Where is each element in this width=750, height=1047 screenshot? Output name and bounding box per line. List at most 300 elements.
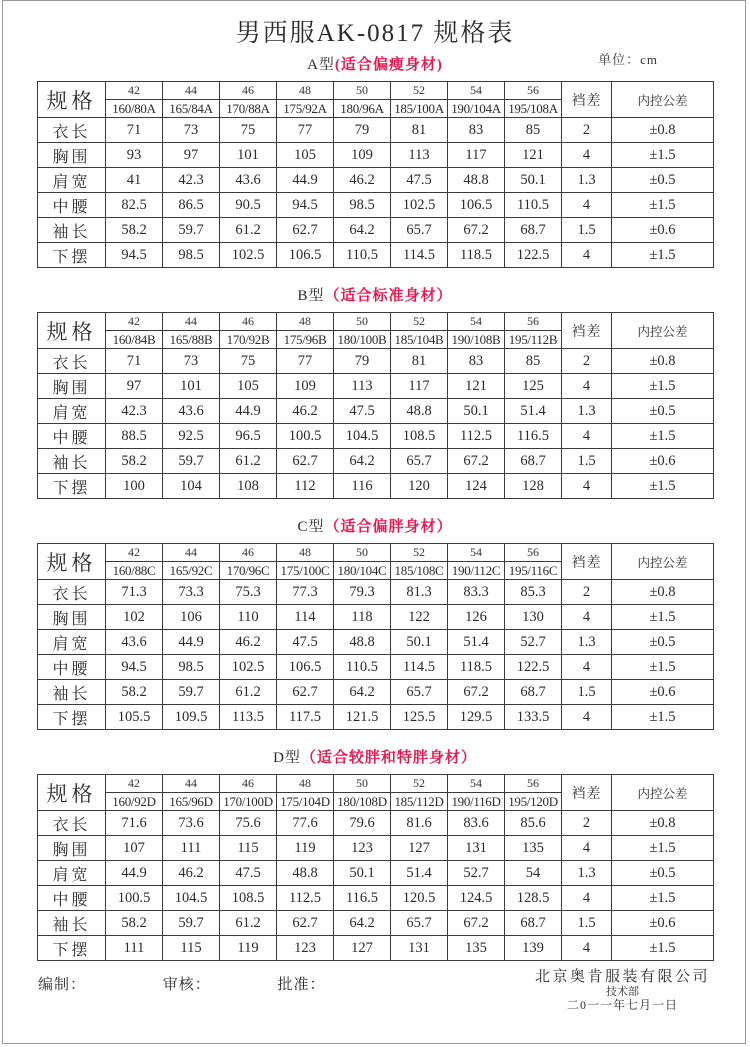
spec-header-cell: 规格 [38,313,106,349]
row-label-cell: 中腰 [38,193,106,218]
value-cell: 122.5 [505,243,562,268]
size-number-cell: 52 [391,775,448,793]
value-cell: 110 [220,605,277,630]
spec-row [38,349,714,374]
spec-row [38,193,714,218]
value-cell: 68.7 [505,680,562,705]
row-label-cell: 肩宽 [38,399,106,424]
size-code-cell: 170/100D [220,793,277,811]
value-cell: 93 [106,143,163,168]
row-label-cell: 胸围 [38,143,106,168]
size-number-cell: 52 [391,544,448,562]
size-number-cell: 46 [220,544,277,562]
value-cell: 118 [334,605,391,630]
value-cell: 81.6 [391,811,448,836]
row-label-cell: 袖长 [38,449,106,474]
grade-value-cell: 2 [562,580,612,605]
tolerance-value-cell: ±0.6 [612,911,714,936]
value-cell: 83.6 [448,811,505,836]
tolerance-value-cell: ±0.5 [612,861,714,886]
row-label-cell: 衣长 [38,349,106,374]
size-code-cell: 175/100C [277,562,334,580]
value-cell: 67.2 [448,680,505,705]
section-title-d [37,746,713,767]
value-cell: 135 [448,936,505,961]
value-cell: 51.4 [448,630,505,655]
company-name: 北京奥肯服装有限公司 [534,969,710,985]
row-label-cell: 衣长 [38,811,106,836]
footer-field-compiled-by: 编制： [38,977,87,993]
size-number-cell: 42 [106,775,163,793]
value-cell: 92.5 [163,424,220,449]
value-cell: 62.7 [277,680,334,705]
size-code-cell: 170/88A [220,100,277,118]
spec-table-a [37,81,714,268]
size-code-cell: 185/104B [391,331,448,349]
size-number-cell: 50 [334,544,391,562]
grade-header-cell: 裆差 [562,775,612,811]
value-cell: 108.5 [391,424,448,449]
value-cell: 82.5 [106,193,163,218]
size-number-cell: 42 [106,544,163,562]
grade-value-cell: 4 [562,193,612,218]
value-cell: 50.1 [334,861,391,886]
spec-table-head [38,544,714,580]
spec-row [38,680,714,705]
size-number-cell: 50 [334,313,391,331]
size-number-cell: 44 [163,775,220,793]
size-code-cell: 160/80A [106,100,163,118]
size-code-cell: 180/96A [334,100,391,118]
value-cell: 77.3 [277,580,334,605]
row-label-cell: 袖长 [38,911,106,936]
value-cell: 86.5 [163,193,220,218]
value-cell: 133.5 [505,705,562,730]
value-cell: 109.5 [163,705,220,730]
value-cell: 79.3 [334,580,391,605]
section-type-desc: (适合偏瘦身材) [334,57,443,73]
value-cell: 52.7 [448,861,505,886]
value-cell: 46.2 [334,168,391,193]
row-label-cell: 袖长 [38,680,106,705]
spec-row [38,811,714,836]
value-cell: 105.5 [106,705,163,730]
value-cell: 127 [391,836,448,861]
row-label-cell: 中腰 [38,886,106,911]
value-cell: 102.5 [220,243,277,268]
spec-section-b [37,284,713,499]
grade-value-cell: 4 [562,424,612,449]
value-cell: 44.9 [163,630,220,655]
row-label-cell: 中腰 [38,424,106,449]
value-cell: 71.6 [106,811,163,836]
tolerance-value-cell: ±1.5 [612,655,714,680]
value-cell: 106.5 [277,655,334,680]
value-cell: 118.5 [448,655,505,680]
spec-row [38,374,714,399]
row-label-cell: 袖长 [38,218,106,243]
row-label-cell: 下摆 [38,705,106,730]
value-cell: 105 [277,143,334,168]
value-cell: 77.6 [277,811,334,836]
value-cell: 98.5 [334,193,391,218]
value-cell: 121.5 [334,705,391,730]
value-cell: 111 [106,936,163,961]
size-number-cell: 54 [448,544,505,562]
value-cell: 94.5 [277,193,334,218]
size-code-cell: 190/112C [448,562,505,580]
value-cell: 58.2 [106,911,163,936]
tolerance-header-cell: 内控公差 [612,544,714,580]
value-cell: 112.5 [448,424,505,449]
value-cell: 68.7 [505,911,562,936]
value-cell: 108.5 [220,886,277,911]
size-code-cell: 185/100A [391,100,448,118]
value-cell: 101 [163,374,220,399]
value-cell: 61.2 [220,911,277,936]
value-cell: 114.5 [391,243,448,268]
value-cell: 112 [277,474,334,499]
spec-section-d [37,746,713,961]
tolerance-value-cell: ±0.8 [612,580,714,605]
value-cell: 64.2 [334,218,391,243]
spec-table-body [38,811,714,961]
size-number-cell: 48 [277,82,334,100]
section-type-label: C型 [297,519,325,535]
tolerance-value-cell: ±1.5 [612,836,714,861]
value-cell: 73.3 [163,580,220,605]
grade-value-cell: 1.5 [562,449,612,474]
grade-value-cell: 1.3 [562,168,612,193]
value-cell: 47.5 [391,168,448,193]
grade-header-cell: 裆差 [562,82,612,118]
value-cell: 58.2 [106,680,163,705]
tolerance-value-cell: ±0.6 [612,449,714,474]
value-cell: 50.1 [448,399,505,424]
value-cell: 114.5 [391,655,448,680]
value-cell: 46.2 [163,861,220,886]
value-cell: 46.2 [277,399,334,424]
value-cell: 48.8 [334,630,391,655]
size-number-cell: 48 [277,313,334,331]
value-cell: 130 [505,605,562,630]
spec-section-a [37,53,713,268]
value-cell: 98.5 [163,655,220,680]
value-cell: 47.5 [220,861,277,886]
value-cell: 119 [220,936,277,961]
value-cell: 83 [448,349,505,374]
size-number-cell: 56 [505,544,562,562]
value-cell: 59.7 [163,218,220,243]
value-cell: 64.2 [334,680,391,705]
size-number-cell: 48 [277,544,334,562]
value-cell: 122 [391,605,448,630]
grade-value-cell: 1.5 [562,218,612,243]
row-label-cell: 中腰 [38,655,106,680]
header-row-sizes [38,775,714,793]
value-cell: 65.7 [391,680,448,705]
grade-value-cell: 1.3 [562,861,612,886]
value-cell: 85.6 [505,811,562,836]
size-code-cell: 165/96D [163,793,220,811]
footer-field-reviewed-by: 审核： [162,977,211,993]
value-cell: 65.7 [391,911,448,936]
value-cell: 123 [334,836,391,861]
size-number-cell: 46 [220,82,277,100]
value-cell: 44.9 [106,861,163,886]
spec-row [38,836,714,861]
value-cell: 85.3 [505,580,562,605]
tolerance-header-cell: 内控公差 [612,82,714,118]
grade-header-cell: 裆差 [562,544,612,580]
value-cell: 94.5 [106,655,163,680]
size-number-cell: 54 [448,313,505,331]
size-number-cell: 52 [391,82,448,100]
value-cell: 104 [163,474,220,499]
spec-row [38,580,714,605]
document-title: 男西服AK-0817 规格表 [235,20,515,47]
header-row-sizes [38,82,714,100]
value-cell: 105 [220,374,277,399]
spec-row [38,936,714,961]
section-type-desc: （适合较胖和特胖身材） [300,750,477,766]
value-cell: 96.5 [220,424,277,449]
section-type-desc: （适合标准身材） [324,288,453,304]
value-cell: 75 [220,349,277,374]
value-cell: 131 [391,936,448,961]
footer-field-approved-by: 批准： [277,977,326,993]
tolerance-value-cell: ±1.5 [612,374,714,399]
value-cell: 59.7 [163,449,220,474]
tolerance-value-cell: ±1.5 [612,886,714,911]
value-cell: 125.5 [391,705,448,730]
spec-row [38,886,714,911]
value-cell: 48.8 [277,861,334,886]
issue-date: 二0一一年七月一日 [566,998,678,1012]
value-cell: 124.5 [448,886,505,911]
grade-value-cell: 4 [562,474,612,499]
value-cell: 67.2 [448,449,505,474]
value-cell: 64.2 [334,911,391,936]
value-cell: 43.6 [220,168,277,193]
spec-table-b [37,312,714,499]
grade-value-cell: 4 [562,143,612,168]
value-cell: 77 [277,349,334,374]
value-cell: 128.5 [505,886,562,911]
header-row-sizes [38,313,714,331]
value-cell: 139 [505,936,562,961]
value-cell: 108 [220,474,277,499]
tolerance-value-cell: ±1.5 [612,705,714,730]
section-type-desc: （适合偏胖身材） [324,519,453,535]
value-cell: 114 [277,605,334,630]
size-code-cell: 180/100B [334,331,391,349]
value-cell: 120.5 [391,886,448,911]
value-cell: 61.2 [220,680,277,705]
grade-header-cell: 裆差 [562,313,612,349]
size-number-cell: 56 [505,775,562,793]
value-cell: 98.5 [163,243,220,268]
value-cell: 118.5 [448,243,505,268]
size-code-cell: 185/108C [391,562,448,580]
value-cell: 104.5 [334,424,391,449]
value-cell: 75.6 [220,811,277,836]
value-cell: 104.5 [163,886,220,911]
value-cell: 117 [448,143,505,168]
size-code-cell: 160/92D [106,793,163,811]
value-cell: 124 [448,474,505,499]
spec-header-cell: 规格 [38,82,106,118]
size-code-cell: 165/88B [163,331,220,349]
row-label-cell: 下摆 [38,936,106,961]
size-code-cell: 165/92C [163,562,220,580]
spec-table-body [38,349,714,499]
value-cell: 120 [391,474,448,499]
value-cell: 101 [220,143,277,168]
grade-value-cell: 1.5 [562,911,612,936]
value-cell: 52.7 [505,630,562,655]
size-number-cell: 56 [505,82,562,100]
value-cell: 128 [505,474,562,499]
size-code-cell: 195/116C [505,562,562,580]
value-cell: 62.7 [277,449,334,474]
size-number-cell: 52 [391,313,448,331]
grade-value-cell: 4 [562,886,612,911]
spec-row [38,705,714,730]
value-cell: 116 [334,474,391,499]
size-code-cell: 190/116D [448,793,505,811]
grade-value-cell: 1.5 [562,680,612,705]
value-cell: 102.5 [220,655,277,680]
value-cell: 123 [277,936,334,961]
value-cell: 113 [391,143,448,168]
grade-value-cell: 4 [562,705,612,730]
value-cell: 106 [163,605,220,630]
tolerance-value-cell: ±0.8 [612,349,714,374]
value-cell: 113 [334,374,391,399]
header-row-sizes [38,544,714,562]
value-cell: 117.5 [277,705,334,730]
value-cell: 109 [277,374,334,399]
grade-value-cell: 1.3 [562,399,612,424]
value-cell: 113.5 [220,705,277,730]
value-cell: 43.6 [106,630,163,655]
row-label-cell: 下摆 [38,243,106,268]
section-title-c [37,515,713,536]
tolerance-value-cell: ±0.6 [612,218,714,243]
size-number-cell: 42 [106,82,163,100]
section-title-b [37,284,713,305]
value-cell: 67.2 [448,218,505,243]
value-cell: 44.9 [277,168,334,193]
value-cell: 75.3 [220,580,277,605]
spec-row [38,143,714,168]
value-cell: 121 [505,143,562,168]
row-label-cell: 胸围 [38,836,106,861]
value-cell: 102.5 [391,193,448,218]
tolerance-header-cell: 内控公差 [612,313,714,349]
size-number-cell: 44 [163,82,220,100]
value-cell: 115 [163,936,220,961]
size-code-cell: 180/104C [334,562,391,580]
size-code-cell: 170/92B [220,331,277,349]
grade-value-cell: 4 [562,936,612,961]
value-cell: 100.5 [277,424,334,449]
value-cell: 83 [448,118,505,143]
value-cell: 48.8 [391,399,448,424]
spec-row [38,118,714,143]
value-cell: 64.2 [334,449,391,474]
size-number-cell: 44 [163,544,220,562]
value-cell: 90.5 [220,193,277,218]
value-cell: 75 [220,118,277,143]
value-cell: 51.4 [505,399,562,424]
size-number-cell: 44 [163,313,220,331]
tolerance-value-cell: ±1.5 [612,243,714,268]
spec-row [38,218,714,243]
spec-table-body [38,580,714,730]
value-cell: 71.3 [106,580,163,605]
size-code-cell: 195/112B [505,331,562,349]
value-cell: 121 [448,374,505,399]
tolerance-value-cell: ±0.8 [612,118,714,143]
value-cell: 107 [106,836,163,861]
value-cell: 58.2 [106,218,163,243]
value-cell: 50.1 [391,630,448,655]
spec-row [38,911,714,936]
value-cell: 119 [277,836,334,861]
value-cell: 71 [106,118,163,143]
value-cell: 50.1 [505,168,562,193]
value-cell: 102 [106,605,163,630]
value-cell: 97 [106,374,163,399]
value-cell: 51.4 [391,861,448,886]
spec-table-head [38,82,714,118]
spec-row [38,399,714,424]
value-cell: 61.2 [220,449,277,474]
value-cell: 62.7 [277,911,334,936]
grade-value-cell: 4 [562,655,612,680]
tolerance-value-cell: ±0.5 [612,630,714,655]
spec-table-head [38,775,714,811]
tolerance-value-cell: ±0.5 [612,399,714,424]
value-cell: 65.7 [391,449,448,474]
spec-table-c [37,543,714,730]
value-cell: 112.5 [277,886,334,911]
spec-row [38,449,714,474]
size-number-cell: 54 [448,82,505,100]
value-cell: 129.5 [448,705,505,730]
spec-table-d [37,774,714,961]
value-cell: 97 [163,143,220,168]
tolerance-value-cell: ±1.5 [612,193,714,218]
value-cell: 42.3 [163,168,220,193]
value-cell: 125 [505,374,562,399]
value-cell: 41 [106,168,163,193]
size-number-cell: 46 [220,313,277,331]
value-cell: 116.5 [505,424,562,449]
tolerance-value-cell: ±1.5 [612,143,714,168]
value-cell: 85 [505,349,562,374]
value-cell: 48.8 [448,168,505,193]
spec-section-c [37,515,713,730]
value-cell: 77 [277,118,334,143]
row-label-cell: 衣长 [38,580,106,605]
spec-tables-container [37,53,713,961]
grade-value-cell: 4 [562,605,612,630]
spec-header-cell: 规格 [38,775,106,811]
value-cell: 73 [163,349,220,374]
